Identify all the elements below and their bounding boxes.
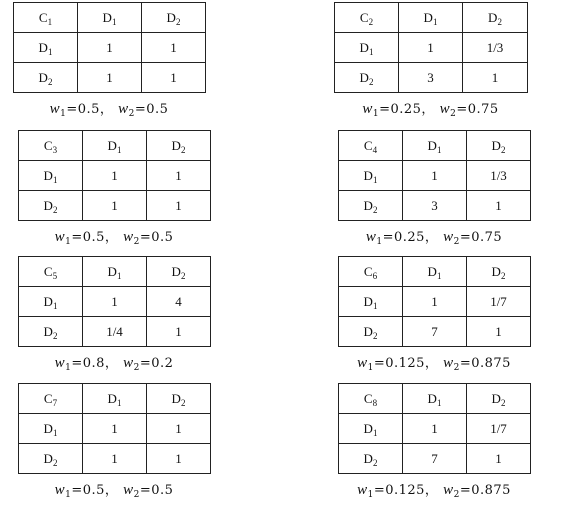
table-row — [19, 444, 211, 474]
weight-1-value: =0.8 — [71, 356, 105, 371]
row-header: $D_2$ — [339, 317, 403, 347]
comparison-block — [18, 256, 211, 347]
header-row — [335, 3, 528, 33]
table-row — [19, 287, 211, 317]
weight-1-value: =0.5 — [71, 483, 105, 498]
table-row — [335, 63, 528, 93]
matrix-cell: 1 — [467, 444, 531, 474]
weight-2-value: =0.75 — [459, 230, 503, 245]
column-header: $D_2$ — [467, 257, 531, 287]
weight-2-value: =0.875 — [459, 356, 511, 371]
table-row — [19, 317, 211, 347]
matrix-cell: 1 — [78, 63, 142, 93]
table-row — [339, 317, 531, 347]
weights-caption: $w_1=0.25$， $w_2=0.75$ — [365, 229, 503, 247]
row-header: $D_1$ — [19, 287, 83, 317]
criterion-label: $C_5$ — [19, 257, 83, 287]
matrix-cell: 7 — [403, 444, 467, 474]
row-header: $D_1$ — [14, 33, 78, 63]
weight-2-value: =0.875 — [459, 483, 511, 498]
weight-1-value: =0.125 — [373, 356, 425, 371]
weight-1-value: =0.5 — [71, 230, 105, 245]
matrix-cell: 4 — [147, 287, 211, 317]
header-row — [339, 384, 531, 414]
criterion-label: $C_6$ — [339, 257, 403, 287]
row-header: $D_2$ — [19, 191, 83, 221]
weights-caption: $w_1=0.8$， $w_2=0.2$ — [54, 355, 174, 373]
comparison-block — [338, 130, 531, 221]
row-header: $D_1$ — [19, 161, 83, 191]
weights-caption: $w_1=0.125$， $w_2=0.875$ — [357, 482, 511, 500]
matrix-cell: 1 — [467, 317, 531, 347]
comparison-block — [13, 2, 206, 93]
row-header: $D_2$ — [19, 444, 83, 474]
column-header: $D_2$ — [147, 384, 211, 414]
weight-2-value: =0.5 — [134, 102, 169, 117]
table-row — [19, 191, 211, 221]
weight-2-value: =0.5 — [139, 230, 174, 245]
matrix-cell: 1 — [403, 161, 467, 191]
header-row — [339, 257, 531, 287]
column-header: $D_2$ — [147, 131, 211, 161]
table-row — [339, 414, 531, 444]
column-header: $D_1$ — [403, 384, 467, 414]
comparison-block — [18, 383, 211, 474]
comparison-block — [18, 130, 211, 221]
matrix-cell: 3 — [399, 63, 463, 93]
row-header: $D_2$ — [339, 444, 403, 474]
column-header: $D_1$ — [83, 257, 147, 287]
matrix-cell: 7 — [403, 317, 467, 347]
table-row — [339, 444, 531, 474]
table-row — [339, 161, 531, 191]
comparison-block — [338, 383, 531, 474]
matrix-cell: 1 — [83, 161, 147, 191]
matrix-cell: 1/4 — [83, 317, 147, 347]
weight-2-value: =0.2 — [139, 356, 174, 371]
row-header: $D_1$ — [335, 33, 399, 63]
pairwise-matrix — [13, 2, 206, 93]
criterion-label: $C_2$ — [335, 3, 399, 33]
matrix-cell: 1 — [147, 317, 211, 347]
matrix-cell: 1 — [467, 191, 531, 221]
row-header: $D_2$ — [335, 63, 399, 93]
column-header: $D_1$ — [78, 3, 142, 33]
weight-1-value: =0.25 — [382, 230, 425, 245]
weight-2-value: =0.5 — [139, 483, 174, 498]
header-row — [19, 384, 211, 414]
column-header: $D_2$ — [463, 3, 528, 33]
matrix-cell: 1 — [142, 33, 206, 63]
weights-caption: $w_1=0.5$， $w_2=0.5$ — [54, 482, 174, 500]
pairwise-matrix — [338, 130, 531, 221]
table-row — [335, 33, 528, 63]
criterion-label: $C_3$ — [19, 131, 83, 161]
pairwise-matrix — [18, 256, 211, 347]
row-header: $D_1$ — [339, 161, 403, 191]
matrix-cell: 1/7 — [467, 287, 531, 317]
criterion-label: $C_7$ — [19, 384, 83, 414]
column-header: $D_1$ — [403, 257, 467, 287]
column-header: $D_1$ — [83, 384, 147, 414]
matrix-cell: 1 — [83, 191, 147, 221]
pairwise-matrix — [338, 383, 531, 474]
column-header: $D_2$ — [142, 3, 206, 33]
comparison-block — [334, 2, 528, 93]
row-header: $D_2$ — [19, 317, 83, 347]
comparison-block — [338, 256, 531, 347]
matrix-cell: 1/3 — [467, 161, 531, 191]
pairwise-matrix — [338, 256, 531, 347]
row-header: $D_1$ — [19, 414, 83, 444]
matrix-cell: 1 — [147, 444, 211, 474]
table-row — [14, 63, 206, 93]
header-row — [19, 257, 211, 287]
row-header: $D_2$ — [14, 63, 78, 93]
header-row — [14, 3, 206, 33]
matrix-cell: 1 — [403, 287, 467, 317]
weight-1-value: =0.25 — [379, 102, 422, 117]
criterion-label: $C_8$ — [339, 384, 403, 414]
matrix-cell: 1 — [83, 444, 147, 474]
criterion-label: $C_1$ — [14, 3, 78, 33]
column-header: $D_1$ — [403, 131, 467, 161]
column-header: $D_1$ — [83, 131, 147, 161]
weights-caption: $w_1=0.25$， $w_2=0.75$ — [362, 101, 499, 119]
matrix-cell: 3 — [403, 191, 467, 221]
table-row — [339, 191, 531, 221]
matrix-cell: 1 — [399, 33, 463, 63]
pairwise-matrix — [334, 2, 528, 93]
matrix-cell: 1 — [403, 414, 467, 444]
pairwise-matrix — [18, 130, 211, 221]
matrix-cell: 1 — [83, 414, 147, 444]
header-row — [19, 131, 211, 161]
column-header: $D_1$ — [399, 3, 463, 33]
matrix-cell: 1 — [83, 287, 147, 317]
matrix-cell: 1/7 — [467, 414, 531, 444]
table-row — [339, 287, 531, 317]
column-header: $D_2$ — [467, 131, 531, 161]
row-header: $D_2$ — [339, 191, 403, 221]
pairwise-matrix — [18, 383, 211, 474]
matrix-cell: 1 — [78, 33, 142, 63]
weight-2-value: =0.75 — [456, 102, 499, 117]
row-header: $D_1$ — [339, 287, 403, 317]
column-header: $D_2$ — [147, 257, 211, 287]
matrix-cell: 1 — [147, 414, 211, 444]
matrix-cell: 1 — [147, 161, 211, 191]
matrix-cell: 1 — [463, 63, 528, 93]
weight-1-value: =0.5 — [66, 102, 100, 117]
matrix-cell: 1 — [147, 191, 211, 221]
header-row — [339, 131, 531, 161]
table-row — [14, 33, 206, 63]
weights-caption: $w_1=0.5$， $w_2=0.5$ — [54, 229, 174, 247]
table-row — [19, 414, 211, 444]
row-header: $D_1$ — [339, 414, 403, 444]
matrix-cell: 1 — [142, 63, 206, 93]
weights-caption: $w_1=0.125$， $w_2=0.875$ — [357, 355, 511, 373]
column-header: $D_2$ — [467, 384, 531, 414]
weight-1-value: =0.125 — [373, 483, 425, 498]
weights-caption: $w_1=0.5$， $w_2=0.5$ — [49, 101, 169, 119]
table-row — [19, 161, 211, 191]
matrix-cell: 1/3 — [463, 33, 528, 63]
criterion-label: $C_4$ — [339, 131, 403, 161]
